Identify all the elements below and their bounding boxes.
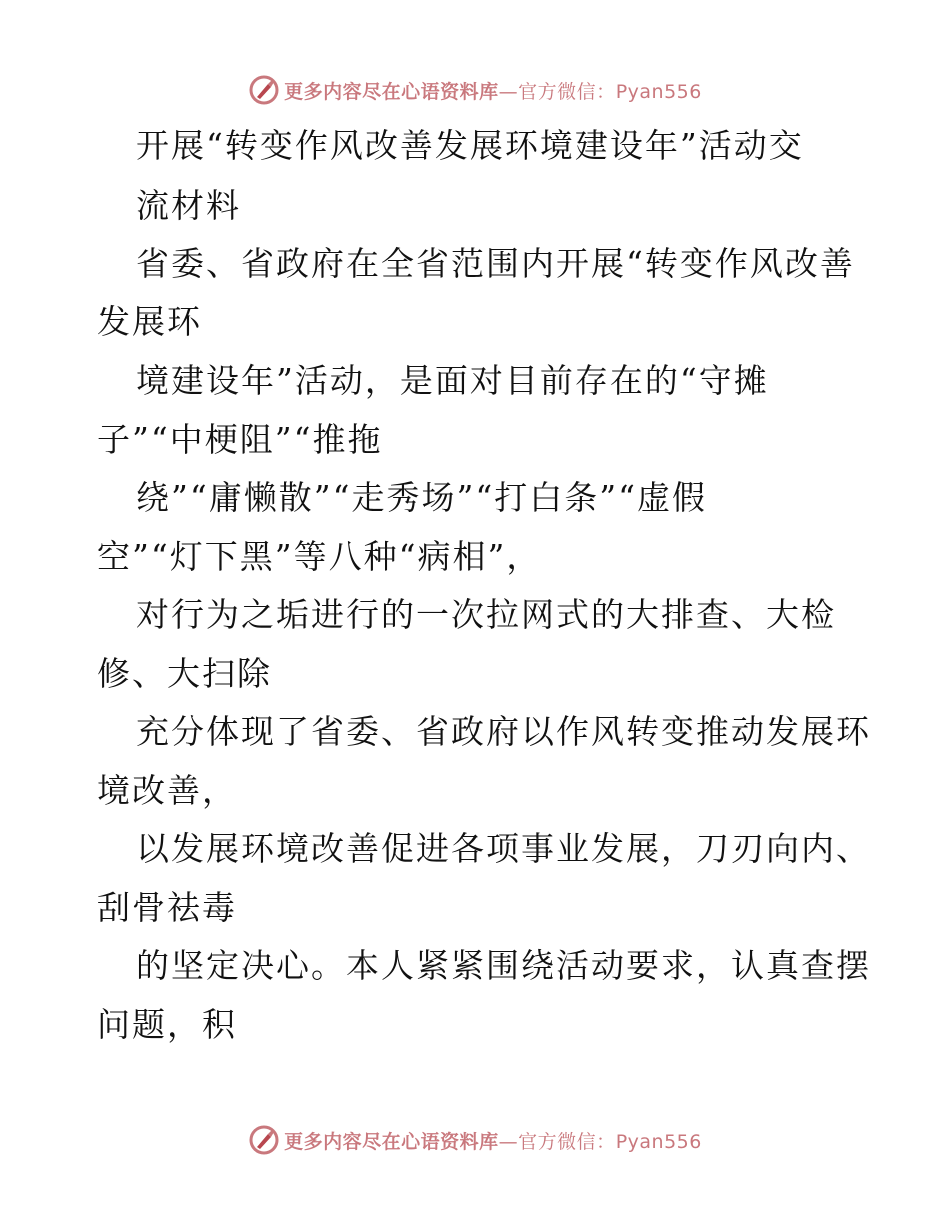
banner-main-text: 更多内容尽在心语资料库	[284, 1130, 499, 1153]
paragraph-line: 以发展环境改善促进各项事业发展，刀刃向内、	[136, 829, 871, 868]
footer-banner	[0, 1120, 950, 1160]
paragraph-line: 充分体现了省委、省政府以作风转变推动发展环	[136, 712, 871, 751]
paragraph-line: 空”“灯下黑”等八种“病相”，	[97, 537, 542, 576]
paragraph-line: 刮骨祛毒	[97, 888, 237, 927]
document-title-line-1: 开展“转变作风改善发展环境建设年”活动交	[136, 126, 804, 165]
paragraph-line: 的坚定决心。本人紧紧围绕活动要求，认真查摆	[136, 946, 871, 985]
paragraph-line: 修、大扫除	[97, 654, 272, 693]
banner-dash: —	[498, 1130, 519, 1153]
banner-dash: —	[498, 80, 519, 103]
banner-wechat-id: Pyan556	[615, 80, 702, 103]
banner-text	[284, 1127, 702, 1154]
paragraph-line: 境改善，	[97, 771, 237, 810]
paragraph-line: 子”“中梗阻”“推拖	[97, 420, 383, 459]
paragraph-line: 问题，积	[97, 1005, 237, 1044]
paragraph-line: 省委、省政府在全省范围内开展“转变作风改善	[136, 244, 855, 283]
paragraph-line: 发展环	[97, 302, 202, 341]
paragraph-line: 对行为之垢进行的一次拉网式的大排查、大检	[136, 595, 836, 634]
pen-nib-logo-icon	[248, 1124, 280, 1156]
banner-wechat-label: 官方微信：	[518, 1130, 616, 1153]
document-title-line-2: 流材料	[136, 186, 241, 225]
paragraph-line: 绕”“庸懒散”“走秀场”“打白条”“虚假	[136, 478, 707, 517]
banner-wechat-label: 官方微信：	[518, 80, 616, 103]
banner-main-text: 更多内容尽在心语资料库	[284, 80, 499, 103]
paragraph-line: 境建设年”活动，是面对目前存在的“守摊	[136, 361, 769, 400]
banner-wechat-id: Pyan556	[615, 1130, 702, 1153]
